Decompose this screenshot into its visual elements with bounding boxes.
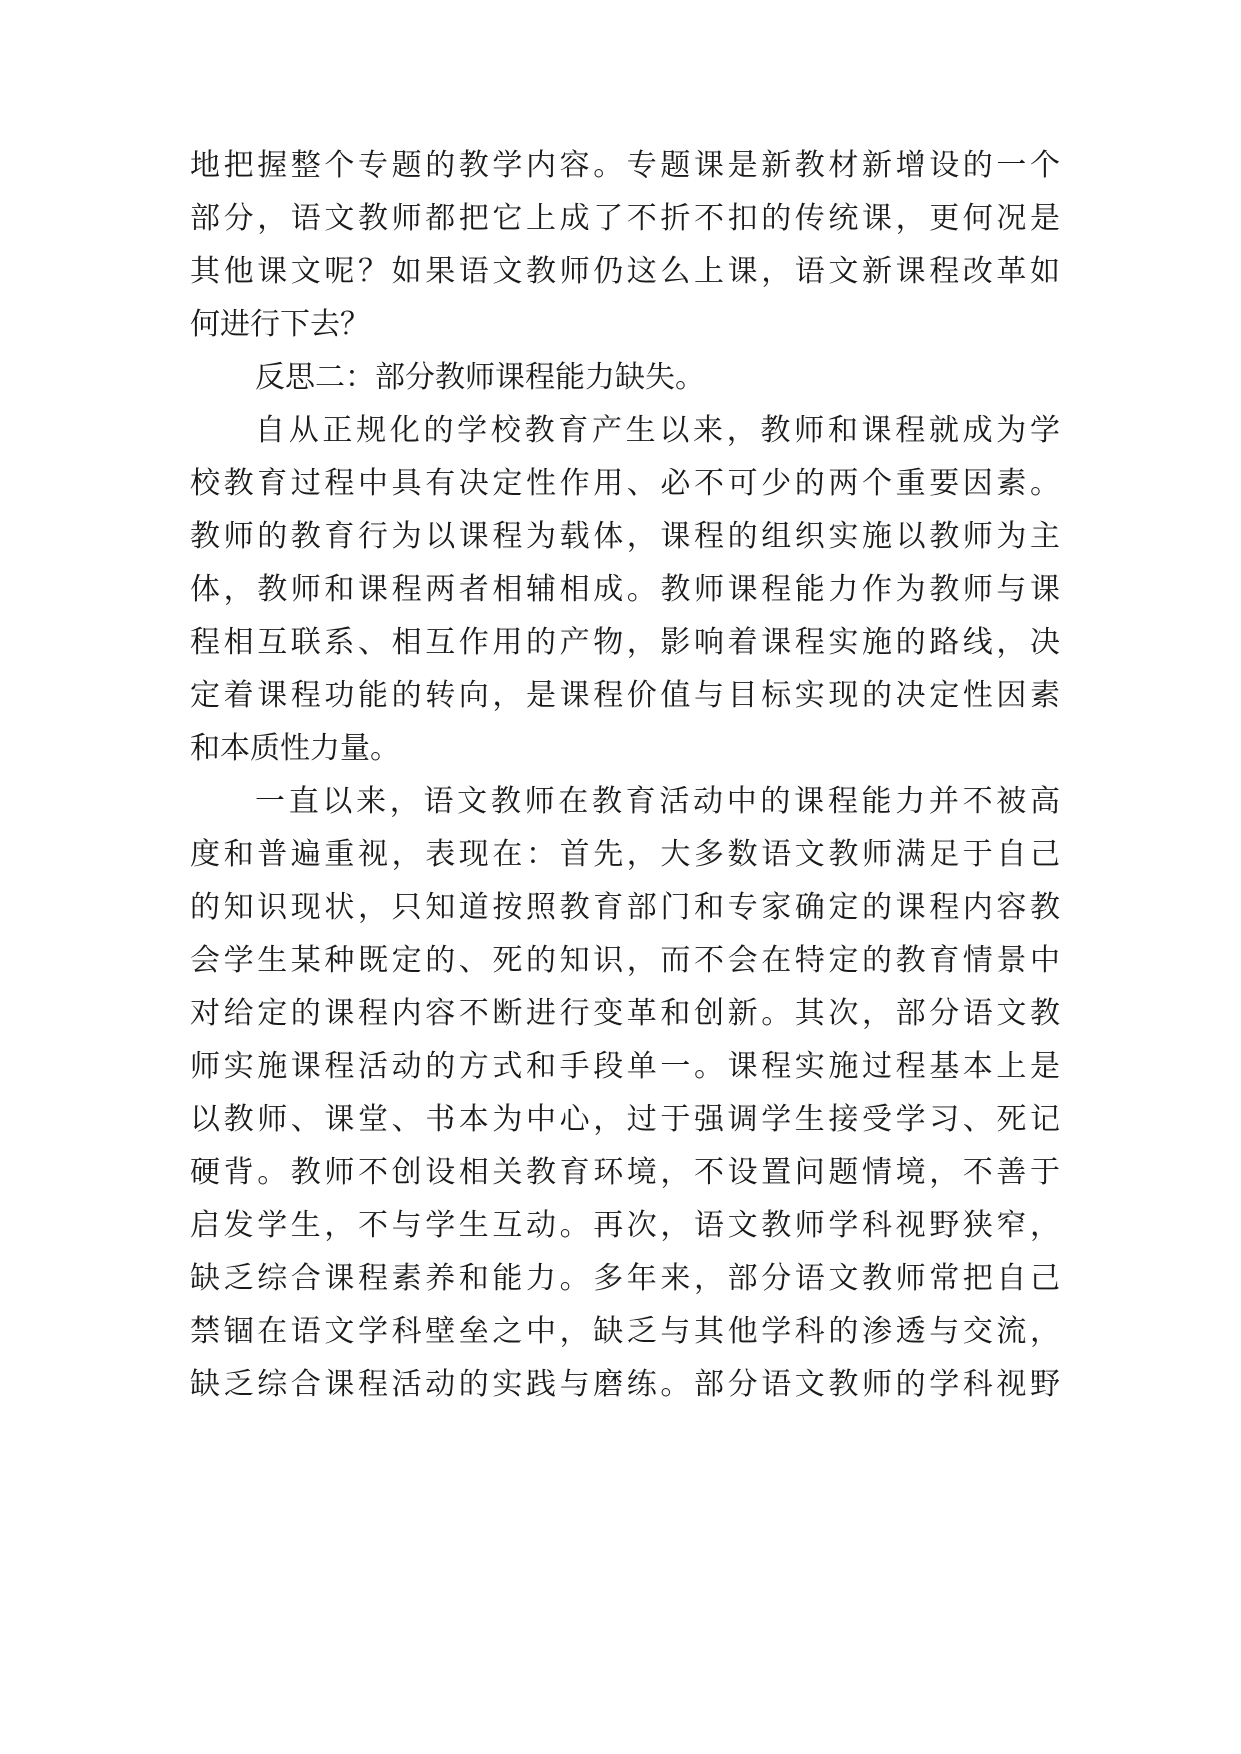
text-line: 会学生某种既定的、死的知识，而不会在特定的教育情景中 [190,943,1060,978]
text-line: 校教育过程中具有决定性作用、必不可少的两个重要因素。 [190,466,1060,501]
text-line: 体，教师和课程两者相辅相成。教师课程能力作为教师与课 [190,572,1060,607]
text-line: 硬背。教师不创设相关教育环境，不设置问题情境，不善于 [190,1155,1060,1190]
text-line: 程相互联系、相互作用的产物，影响着课程实施的路线，决 [190,625,1060,660]
text-line: 度和普遍重视，表现在：首先，大多数语文教师满足于自己 [190,837,1060,872]
text-line: 缺乏综合课程素养和能力。多年来，部分语文教师常把自己 [190,1261,1060,1296]
text-line: 教师的教育行为以课程为载体，课程的组织实施以教师为主 [190,519,1060,554]
text-line: 部分，语文教师都把它上成了不折不扣的传统课，更何况是 [190,201,1060,236]
text-line: 缺乏综合课程活动的实践与磨练。部分语文教师的学科视野 [190,1367,1060,1402]
text-line: 启发学生，不与学生互动。再次，语文教师学科视野狭窄， [190,1208,1060,1243]
document-body [190,0,1060,1754]
text-line: 以教师、课堂、书本为中心，过于强调学生接受学习、死记 [190,1102,1060,1137]
text-line: 的知识现状，只知道按照教育部门和专家确定的课程内容教 [190,890,1060,925]
text-line: 一直以来，语文教师在教育活动中的课程能力并不被高 [255,784,1060,819]
text-line: 禁锢在语文学科壁垒之中，缺乏与其他学科的渗透与交流， [190,1314,1060,1349]
text-line: 师实施课程活动的方式和手段单一。课程实施过程基本上是 [190,1049,1060,1084]
text-line: 对给定的课程内容不断进行变革和创新。其次，部分语文教 [190,996,1060,1031]
section-heading: 反思二：部分教师课程能力缺失。 [255,360,705,395]
text-line: 地把握整个专题的教学内容。专题课是新教材新增设的一个 [190,148,1060,183]
text-line: 自从正规化的学校教育产生以来，教师和课程就成为学 [255,413,1060,448]
text-line: 其他课文呢？如果语文教师仍这么上课，语文新课程改革如 [190,254,1060,289]
text-line: 和本质性力量。 [190,731,400,766]
text-line: 何进行下去？ [190,307,370,342]
text-line: 定着课程功能的转向，是课程价值与目标实现的决定性因素 [190,678,1060,713]
